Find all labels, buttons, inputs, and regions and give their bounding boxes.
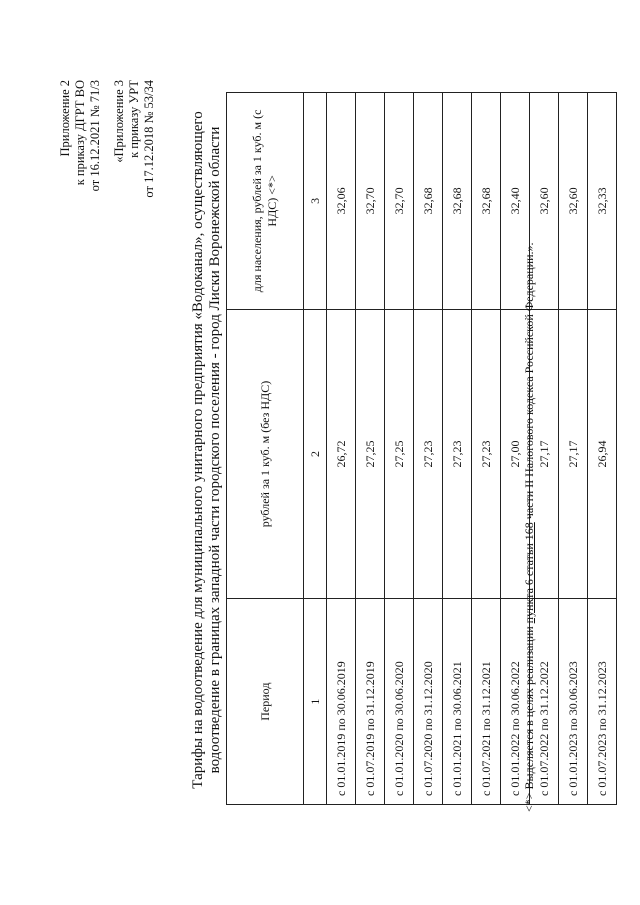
population-tariff-cell: 32,06 xyxy=(327,93,356,310)
population-tariff-cell: 32,60 xyxy=(530,93,559,310)
period-cell: с 01.01.2023 по 30.06.2023 xyxy=(559,599,588,805)
period-cell: с 01.01.2021 по 30.06.2021 xyxy=(443,599,472,805)
table-row xyxy=(472,93,501,805)
header-period: Период xyxy=(227,599,304,805)
population-tariff-cell: 32,68 xyxy=(472,93,501,310)
column-number: 1 xyxy=(304,599,327,805)
document-title xyxy=(190,95,224,805)
population-tariff-cell: 32,60 xyxy=(559,93,588,310)
appendix-3-line-3: от 17.12.2018 № 53/34 xyxy=(142,80,156,198)
appendix-2-note xyxy=(58,80,103,191)
tariff-cell: 27,17 xyxy=(530,309,559,599)
column-number-row xyxy=(304,93,327,805)
population-tariff-cell: 32,33 xyxy=(588,93,617,310)
appendix-2-line-3: от 16.12.2021 № 71/3 xyxy=(88,80,102,192)
period-cell: с 01.07.2023 по 31.12.2023 xyxy=(588,599,617,805)
title-line-1: Тарифы на водоотведение для муниципального унитарного предприятия «Водоканал», осуществляющего xyxy=(190,111,206,789)
tariff-table xyxy=(226,92,617,805)
title-line-2: водоотведение в границах западной части городского поселения - город Лиски Воронежской области xyxy=(207,126,223,774)
population-tariff-cell: 32,70 xyxy=(385,93,414,310)
period-cell: с 01.07.2019 по 31.12.2019 xyxy=(356,599,385,805)
tariff-cell: 27,00 xyxy=(501,309,530,599)
header-tariff-no-vat: рублей за 1 куб. м (без НДС) xyxy=(227,309,304,599)
period-cell: с 01.07.2022 по 31.12.2022 xyxy=(530,599,559,805)
period-cell: с 01.01.2022 по 30.06.2022 xyxy=(501,599,530,805)
table-row xyxy=(588,93,617,805)
table-row xyxy=(414,93,443,805)
appendix-2-line-2: к приказу ДГРТ ВО xyxy=(73,80,87,186)
appendix-3-note xyxy=(112,80,157,198)
period-cell: с 01.07.2021 по 31.12.2021 xyxy=(472,599,501,805)
period-cell: с 01.01.2020 по 30.06.2020 xyxy=(385,599,414,805)
footnote-legal-reference: пункта 6 статьи 168 xyxy=(522,522,536,624)
appendix-2-line-1: Приложение 2 xyxy=(58,80,72,157)
tariff-cell: 27,23 xyxy=(472,309,501,599)
population-tariff-cell: 32,68 xyxy=(414,93,443,310)
tariff-cell: 26,72 xyxy=(327,309,356,599)
table-row xyxy=(385,93,414,805)
population-tariff-cell: 32,68 xyxy=(443,93,472,310)
column-number: 3 xyxy=(304,93,327,310)
tariff-cell: 27,17 xyxy=(559,309,588,599)
header-tariff-population: для населения, рублей за 1 куб. м (с НДС) <*> xyxy=(227,93,304,310)
footnote-text: <*> Выделяется в целях реализации xyxy=(522,623,536,812)
population-tariff-cell: 32,70 xyxy=(356,93,385,310)
column-number: 2 xyxy=(304,309,327,599)
tariff-cell: 27,23 xyxy=(414,309,443,599)
tariff-cell: 27,25 xyxy=(385,309,414,599)
table-header-row xyxy=(227,93,304,805)
tariff-cell: 27,25 xyxy=(356,309,385,599)
appendix-3-line-2: к приказу УРТ xyxy=(127,80,141,158)
table-row xyxy=(559,93,588,805)
footnote-text-end: части II Налогового кодекса Российской Федерации.». xyxy=(522,242,536,523)
tariff-cell: 26,94 xyxy=(588,309,617,599)
period-cell: с 01.07.2020 по 31.12.2020 xyxy=(414,599,443,805)
period-cell: с 01.01.2019 по 30.06.2019 xyxy=(327,599,356,805)
tariff-cell: 27,23 xyxy=(443,309,472,599)
table-row xyxy=(443,93,472,805)
table-row xyxy=(356,93,385,805)
footnote xyxy=(522,243,537,813)
appendix-3-line-1: «Приложение 3 xyxy=(112,80,126,163)
population-tariff-cell: 32,40 xyxy=(501,93,530,310)
table-row xyxy=(327,93,356,805)
